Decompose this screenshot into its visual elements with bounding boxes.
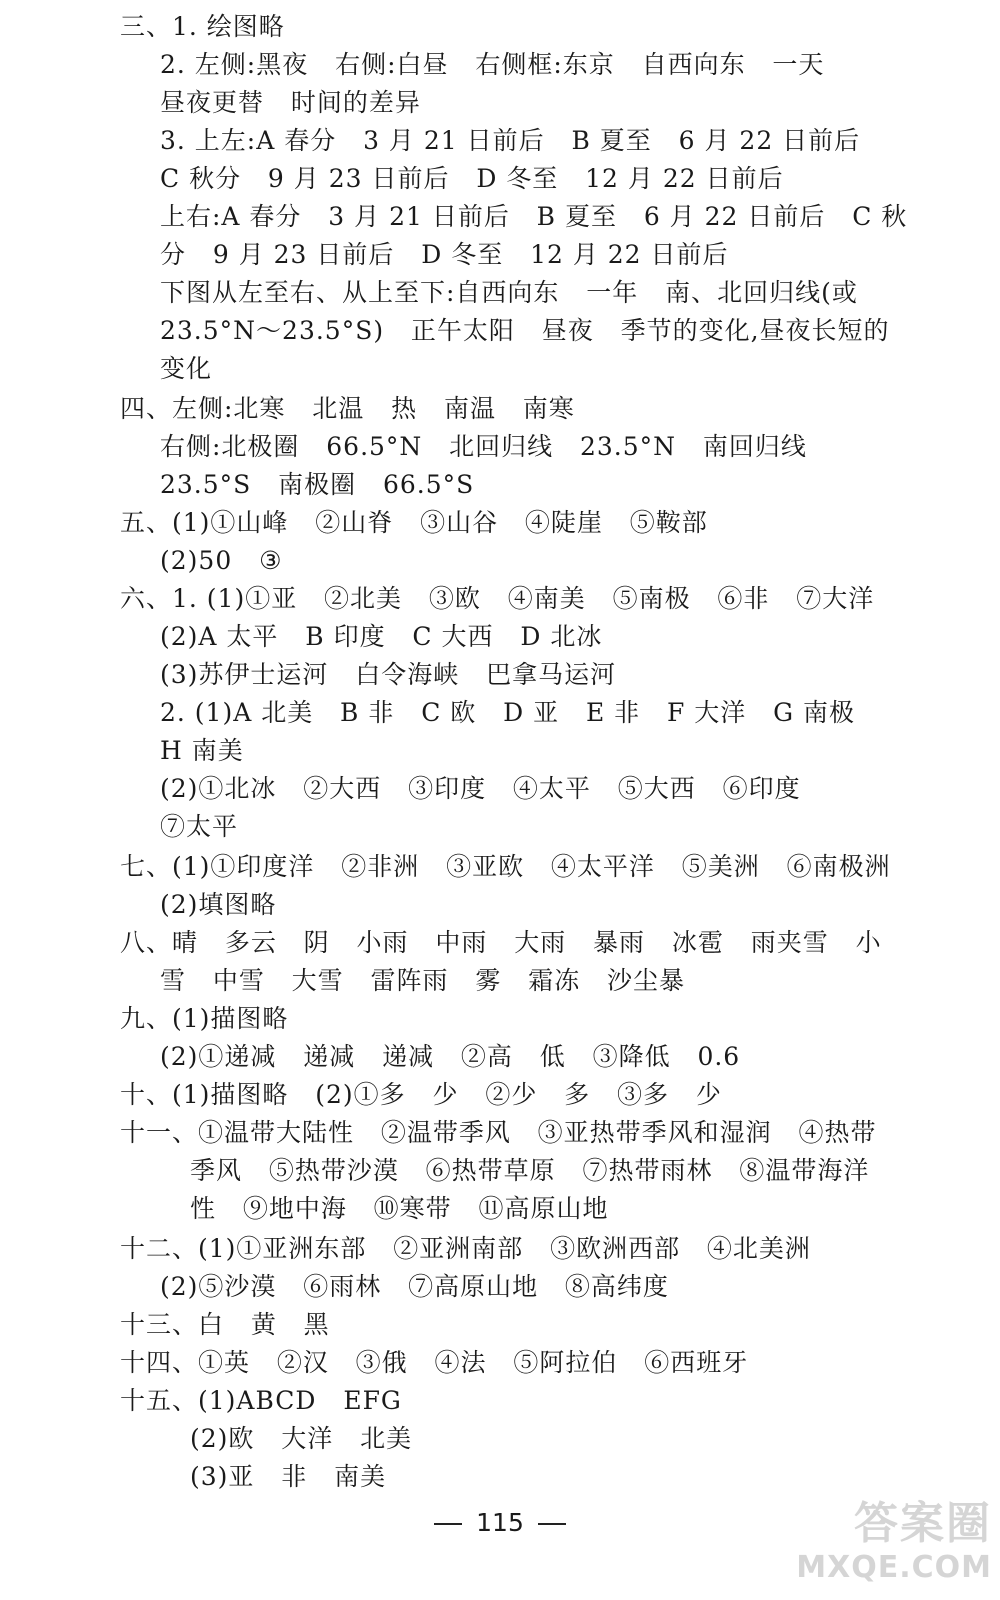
answer-line: 三、1. 绘图略 (120, 12, 285, 41)
answer-line: 雪 中雪 大雪 雷阵雨 雾 霜冻 沙尘暴 (160, 966, 686, 995)
answer-line: 七、(1)①印度洋 ②非洲 ③亚欧 ④太平洋 ⑤美洲 ⑥南极洲 (120, 852, 891, 881)
page-number-dash-left (434, 1523, 462, 1525)
answer-line: C 秋分 9 月 23 日前后 D 冬至 12 月 22 日前后 (160, 164, 784, 193)
answer-line: 六、1. (1)①亚 ②北美 ③欧 ④南美 ⑤南极 ⑥非 ⑦大洋 (120, 584, 875, 613)
answer-line: 2. (1)A 北美 B 非 C 欧 D 亚 E 非 F 大洋 G 南极 (160, 698, 856, 727)
answer-line: (2)欧 大洋 北美 (190, 1424, 413, 1453)
answer-line: 性 ⑨地中海 ⑩寒带 ⑪高原山地 (190, 1194, 609, 1223)
answer-line: 十二、(1)①亚洲东部 ②亚洲南部 ③欧洲西部 ④北美洲 (120, 1234, 811, 1263)
answer-line: (2)A 太平 B 印度 C 大西 D 北冰 (160, 622, 603, 651)
answer-line: 五、(1)①山峰 ②山脊 ③山谷 ④陡崖 ⑤鞍部 (120, 508, 708, 537)
answer-line: 2. 左侧:黑夜 右侧:白昼 右侧框:东京 自西向东 一天 (160, 50, 825, 79)
answer-line: (2)①递减 递减 递减 ②高 低 ③降低 0.6 (160, 1042, 741, 1071)
watermark-url: MXQE.COM (796, 1550, 992, 1585)
answer-line: (3)苏伊士运河 白令海峡 巴拿马运河 (160, 660, 617, 689)
answer-line: 右侧:北极圈 66.5°N 北回归线 23.5°N 南回归线 (160, 432, 807, 461)
answer-line: 季风 ⑤热带沙漠 ⑥热带草原 ⑦热带雨林 ⑧温带海洋 (190, 1156, 870, 1185)
answer-line: 3. 上左:A 春分 3 月 21 日前后 B 夏至 6 月 22 日前后 (160, 126, 861, 155)
answer-line: 九、(1)描图略 (120, 1004, 289, 1033)
answer-line: 十四、①英 ②汉 ③俄 ④法 ⑤阿拉伯 ⑥西班牙 (120, 1348, 749, 1377)
answer-line: 十三、白 黄 黑 (120, 1310, 330, 1339)
answer-line: (3)亚 非 南美 (190, 1462, 387, 1491)
answer-line: (2)⑤沙漠 ⑥雨林 ⑦高原山地 ⑧高纬度 (160, 1272, 669, 1301)
answer-line: 十、(1)描图略 (2)①多 少 ②少 多 ③多 少 (120, 1080, 722, 1109)
answer-line: (2)50 ③ (160, 546, 283, 575)
watermark (792, 1498, 992, 1594)
answer-line: 昼夜更替 时间的差异 (160, 88, 421, 117)
answer-line: (2)填图略 (160, 890, 277, 919)
answer-line: 上右:A 春分 3 月 21 日前后 B 夏至 6 月 22 日前后 C 秋 (160, 202, 908, 231)
answer-line: (2)①北冰 ②大西 ③印度 ④太平 ⑤大西 ⑥印度 (160, 774, 801, 803)
answer-line: 十五、(1)ABCD EFG (120, 1386, 402, 1415)
answer-line: 八、晴 多云 阴 小雨 中雨 大雨 暴雨 冰雹 雨夹雪 小 (120, 928, 882, 957)
watermark-logo: 答案圈 (854, 1498, 992, 1549)
page-number-value: 115 (476, 1508, 524, 1537)
answer-line: 十一、①温带大陆性 ②温带季风 ③亚热带季风和湿润 ④热带 (120, 1118, 877, 1147)
answer-line: 23.5°N～23.5°S) 正午太阳 昼夜 季节的变化,昼夜长短的 (160, 316, 890, 345)
page-number-dash-right (538, 1523, 566, 1525)
answer-line: 变化 (160, 354, 213, 383)
answer-line: 分 9 月 23 日前后 D 冬至 12 月 22 日前后 (160, 240, 729, 269)
answer-line: H 南美 (160, 736, 244, 765)
answer-line: 下图从左至右、从上至下:自西向东 一年 南、北回归线(或 (160, 278, 858, 307)
answer-line: 四、左侧:北寒 北温 热 南温 南寒 (120, 394, 575, 423)
answer-line: ⑦太平 (160, 812, 239, 841)
answer-line: 23.5°S 南极圈 66.5°S (160, 470, 475, 499)
